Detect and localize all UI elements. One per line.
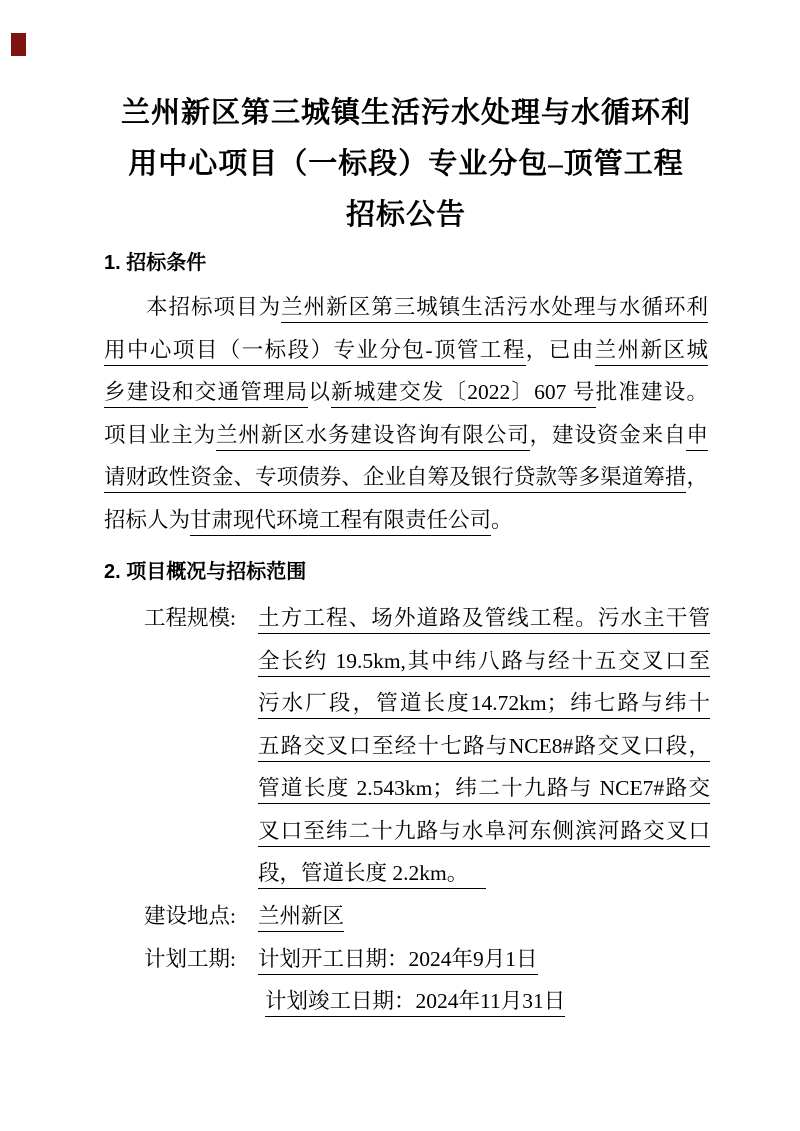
text-line <box>258 640 710 683</box>
title-line-3: 招标公告 <box>345 199 466 231</box>
corner-mark <box>11 33 26 56</box>
underlined-text-segment: 请财政性资金、专项债券、企业自筹及银行贷款等多渠道筹措 <box>104 465 686 493</box>
text-segment: 批准建设。 <box>595 380 708 404</box>
text-segment: 招标人为 <box>104 507 191 532</box>
document-title <box>104 88 708 241</box>
underlined-text-segment: 甘肃现代环境工程有限责任公司 <box>190 508 491 536</box>
underlined-text-segment: 五路交叉口至经十七路与NCE8#路交叉口段， <box>258 734 710 762</box>
text-line <box>258 725 710 768</box>
underlined-text-segment: 申 <box>686 423 708 451</box>
location-label: 建设地点: <box>144 904 236 928</box>
section-heading-tender-conditions: 1. 招标条件 <box>104 252 207 274</box>
text-line <box>258 597 710 640</box>
text-segment: 以 <box>308 380 332 404</box>
text-line <box>104 371 708 414</box>
document-content <box>104 0 708 1023</box>
underlined-text-segment: 新城建交发〔2022〕607 号 <box>331 380 596 408</box>
text-segment: 项目业主为 <box>104 422 217 447</box>
text-segment: ，已由 <box>525 337 595 362</box>
underlined-text-segment: 污水厂段，管道长度14.72km；纬七路与纬十 <box>258 691 710 719</box>
schedule-row-2 <box>104 980 708 1023</box>
text-segment: ，建设资金来自 <box>529 422 687 447</box>
planned-start-date: 计划开工日期：2024年9月1日 <box>258 947 538 975</box>
underlined-text-segment: 兰州新区第三城镇生活污水处理与水循环利 <box>281 295 708 323</box>
text-segment: ， <box>686 465 708 489</box>
text-line <box>104 456 708 499</box>
underlined-text-segment: 叉口至纬二十九路与水阜河东侧滨河路交叉口 <box>258 819 710 847</box>
underlined-text-segment: 兰州新区水务建设咨询有限公司 <box>216 423 530 451</box>
planned-end-date: 计划竣工日期：2024年11月31日 <box>265 989 565 1017</box>
underlined-text-segment: 管道长度 2.543km；纬二十九路与 NCE7#路交 <box>258 776 710 804</box>
location-row <box>104 895 708 938</box>
underlined-text-segment: 段，管道长度 2.2km。 <box>258 861 486 889</box>
section-heading-project-overview: 2. 项目概况与招标范围 <box>104 561 307 583</box>
text-line <box>104 414 708 457</box>
location-value: 兰州新区 <box>258 904 344 932</box>
underlined-text-segment: 土方工程、场外道路及管线工程。污水主干管 <box>258 606 710 634</box>
underlined-text-segment: 兰州新区城 <box>595 338 708 366</box>
text-segment: 。 <box>491 507 513 532</box>
project-scale-block <box>104 597 708 895</box>
title-line-1: 兰州新区第三城镇生活污水处理与水循环利 <box>120 97 691 129</box>
schedule-row <box>104 938 708 981</box>
text-line <box>258 852 710 895</box>
text-line <box>104 499 708 542</box>
title-line-2: 用中心项目（一标段）专业分包–顶管工程 <box>128 148 684 180</box>
tender-conditions-paragraph <box>104 286 708 541</box>
project-scale-label: 工程规模: <box>144 606 236 630</box>
underlined-text-segment: 用中心项目（一标段）专业分包-顶管工程 <box>104 338 526 366</box>
text-line <box>258 682 710 725</box>
text-line <box>258 767 710 810</box>
text-line <box>104 329 708 372</box>
project-fields <box>104 895 708 1023</box>
text-segment: 本招标项目为 <box>146 295 282 319</box>
text-line <box>258 810 710 853</box>
underlined-text-segment: 全长约 19.5km,其中纬八路与经十五交叉口至 <box>258 649 710 677</box>
underlined-text-segment: 乡建设和交通管理局 <box>104 380 308 408</box>
schedule-label: 计划工期: <box>144 946 236 971</box>
project-scale-value <box>258 597 710 895</box>
text-line <box>104 286 708 329</box>
